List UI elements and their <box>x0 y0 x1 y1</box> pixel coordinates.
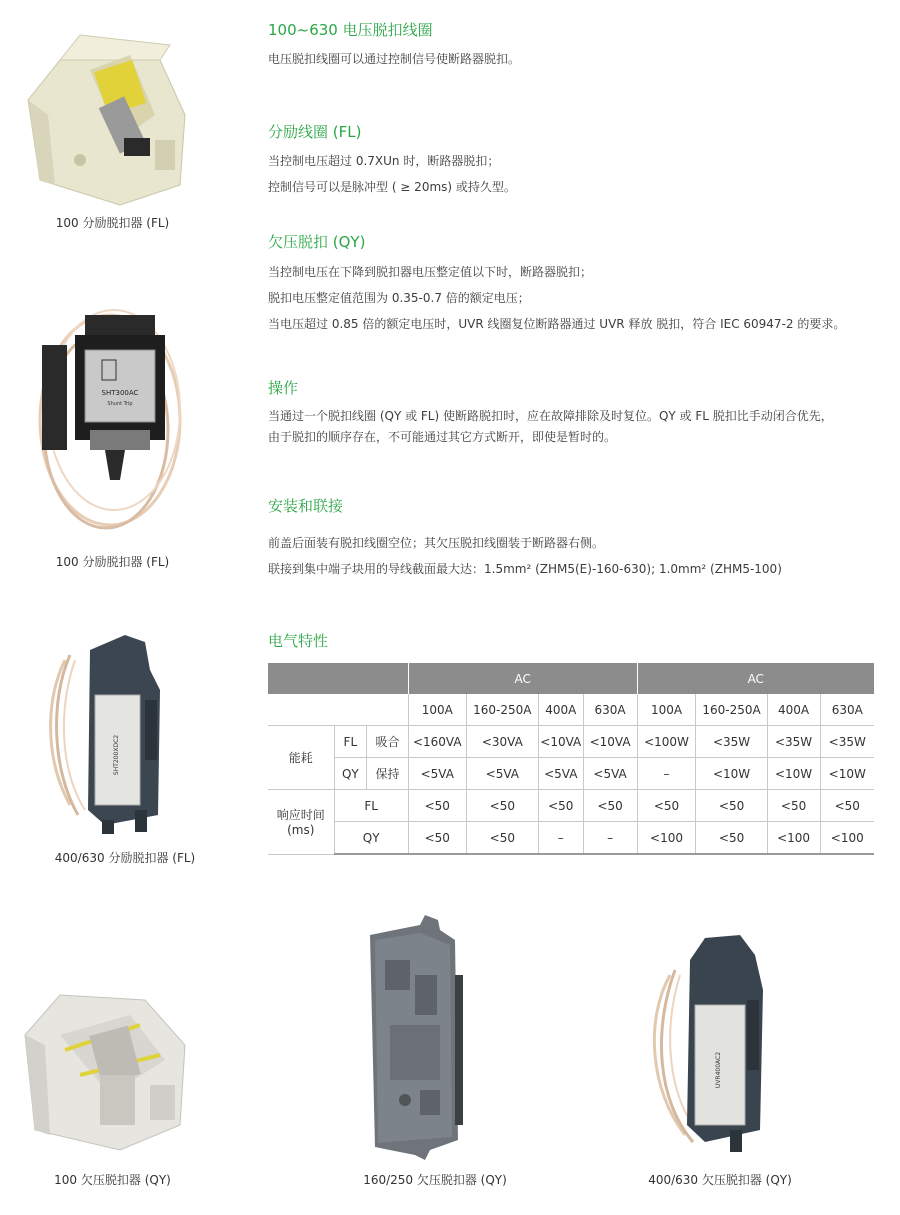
section-text-shunt-line-2: 控制信号可以是脉冲型 ( ≥ 20ms) 或持久型。 <box>268 180 516 194</box>
section-title-installation: 安装和联接 <box>268 497 344 515</box>
caption-product-4: 100 欠压脱扣器 (QY) <box>54 1173 171 1187</box>
rating-cell: 160-250A <box>466 694 538 726</box>
section-text-undervoltage-line-2: 脱扣电压整定值范围为 0.35-0.7 倍的额定电压； <box>268 291 530 305</box>
product-image-160-250-undervoltage <box>360 915 470 1160</box>
table-cell: <100W <box>637 726 696 758</box>
table-cell: <50 <box>538 790 583 822</box>
table-cell: <50 <box>583 790 637 822</box>
table-cell: – <box>583 822 637 855</box>
table-cell: <10VA <box>538 726 583 758</box>
table-cell: <100 <box>637 822 696 855</box>
section-text-shunt-line-1: 当控制电压超过 0.7XUn 时，断路器脱扣； <box>268 154 500 168</box>
table-cell: <30VA <box>466 726 538 758</box>
section-text-voltage-trip-line-1: 电压脱扣线圈可以通过控制信号使断路器脱扣。 <box>268 52 521 66</box>
row-label-qy: QY <box>334 758 367 790</box>
table-cell: <10W <box>767 758 820 790</box>
rating-cell: 400A <box>767 694 820 726</box>
row-label-response <box>268 790 334 855</box>
rating-cell: 100A <box>637 694 696 726</box>
table-cell: <100 <box>767 822 820 855</box>
coil-sub-label: Shunt Trip <box>107 401 133 407</box>
table-cell: <160VA <box>408 726 466 758</box>
section-title-electrical-specs: 电气特性 <box>268 632 329 650</box>
caption-product-3: 400/630 分励脱扣器 (FL) <box>54 851 196 865</box>
section-text-operation-line-2: 由于脱扣的顺序存在，不可能通过其它方式断开，即使是暂时的。 <box>268 430 617 444</box>
table-cell: <10W <box>696 758 767 790</box>
row-label-response-title: 响应时间 <box>276 808 325 823</box>
row-label-pickup: 吸合 <box>367 726 409 758</box>
rating-cell: 160-250A <box>696 694 767 726</box>
module-model-label: SHT200XDC2 <box>113 734 120 776</box>
table-cell: – <box>538 822 583 855</box>
table-cell: <50 <box>820 790 874 822</box>
table-cell: – <box>637 758 696 790</box>
table-cell: <50 <box>408 822 466 855</box>
table-cell: <50 <box>696 822 767 855</box>
table-cell: <35W <box>696 726 767 758</box>
table-cell: <5VA <box>583 758 637 790</box>
section-text-undervoltage-line-3: 当电压超过 0.85 倍的额定电压时，UVR 线圈复位断路器通过 UVR 释放 脱扣，符合 IEC 60947-2 的要求。 <box>268 317 846 331</box>
rating-cell: 630A <box>583 694 637 726</box>
table-row-response-fl <box>268 790 874 822</box>
table-cell: <50 <box>466 790 538 822</box>
table-cell: <35W <box>820 726 874 758</box>
rating-cell: 630A <box>820 694 874 726</box>
section-title-operation: 操作 <box>268 379 299 397</box>
rating-cell: 400A <box>538 694 583 726</box>
table-cell: <50 <box>466 822 538 855</box>
rating-cell: 100A <box>408 694 466 726</box>
caption-product-6: 400/630 欠压脱扣器 (QY) <box>648 1173 792 1187</box>
table-cell: <5VA <box>466 758 538 790</box>
caption-product-1: 100 分励脱扣器 (FL) <box>55 216 170 230</box>
product-image-400-630-undervoltage <box>645 930 775 1155</box>
table-header-group-2: AC <box>637 663 874 694</box>
row-label-response-unit: (ms) <box>287 823 315 838</box>
caption-product-2: 100 分励脱扣器 (FL) <box>55 555 170 569</box>
row-label-fl: FL <box>334 726 367 758</box>
section-text-installation-line-1: 前盖后面装有脱扣线圈空位；其欠压脱扣线圈装于断路器右侧。 <box>268 536 605 550</box>
table-cell: <50 <box>408 790 466 822</box>
table-cell: <100 <box>820 822 874 855</box>
row-label-power: 能耗 <box>268 726 334 790</box>
section-title-voltage-trip-coil: 100~630 电压脱扣线圈 <box>268 21 433 39</box>
product-image-100-shunt-trip <box>20 20 190 210</box>
product-image-400-630-shunt-trip <box>40 630 180 835</box>
table-cell: <35W <box>767 726 820 758</box>
table-cell: <50 <box>696 790 767 822</box>
table-cell: <50 <box>637 790 696 822</box>
table-row-power-fl <box>268 726 874 758</box>
section-text-operation-line-1: 当通过一个脱扣线圈 (QY 或 FL) 使断路脱扣时，应在故障排除及时复位。QY 或 FL 脱扣比手动闭合优先， <box>268 409 833 423</box>
product-image-100-undervoltage <box>20 985 190 1155</box>
module-uv-model-label: UVR400AC2 <box>715 1051 722 1089</box>
coil-model-label: SHT300AC <box>101 389 139 397</box>
product-image-100-shunt-trip-wired <box>30 290 190 540</box>
caption-product-5: 160/250 欠压脱扣器 (QY) <box>363 1173 507 1187</box>
table-row-response-qy <box>268 822 874 855</box>
section-title-shunt-coil: 分励线圈 (FL) <box>268 123 362 141</box>
row-label-fl-response: FL <box>334 790 408 822</box>
table-header-group-1: AC <box>408 663 637 694</box>
table-header-row <box>268 663 874 694</box>
row-label-qy-response: QY <box>334 822 408 855</box>
section-text-undervoltage-line-1: 当控制电压在下降到脱扣器电压整定值以下时，断路器脱扣； <box>268 265 593 279</box>
table-header-blank <box>268 663 408 694</box>
table-rating-row <box>268 694 874 726</box>
row-label-hold: 保持 <box>367 758 409 790</box>
electrical-spec-table <box>268 663 874 855</box>
table-row-power-qy <box>268 758 874 790</box>
table-cell: <5VA <box>538 758 583 790</box>
table-cell: <10VA <box>583 726 637 758</box>
table-cell: <50 <box>767 790 820 822</box>
section-text-installation-line-2: 联接到集中端子块用的导线截面最大达：1.5mm² (ZHM5(E)-160-630); 1.0mm² (ZHM5-100) <box>268 562 782 576</box>
table-cell: <5VA <box>408 758 466 790</box>
table-cell: <10W <box>820 758 874 790</box>
section-title-undervoltage: 欠压脱扣 (QY) <box>268 233 366 251</box>
